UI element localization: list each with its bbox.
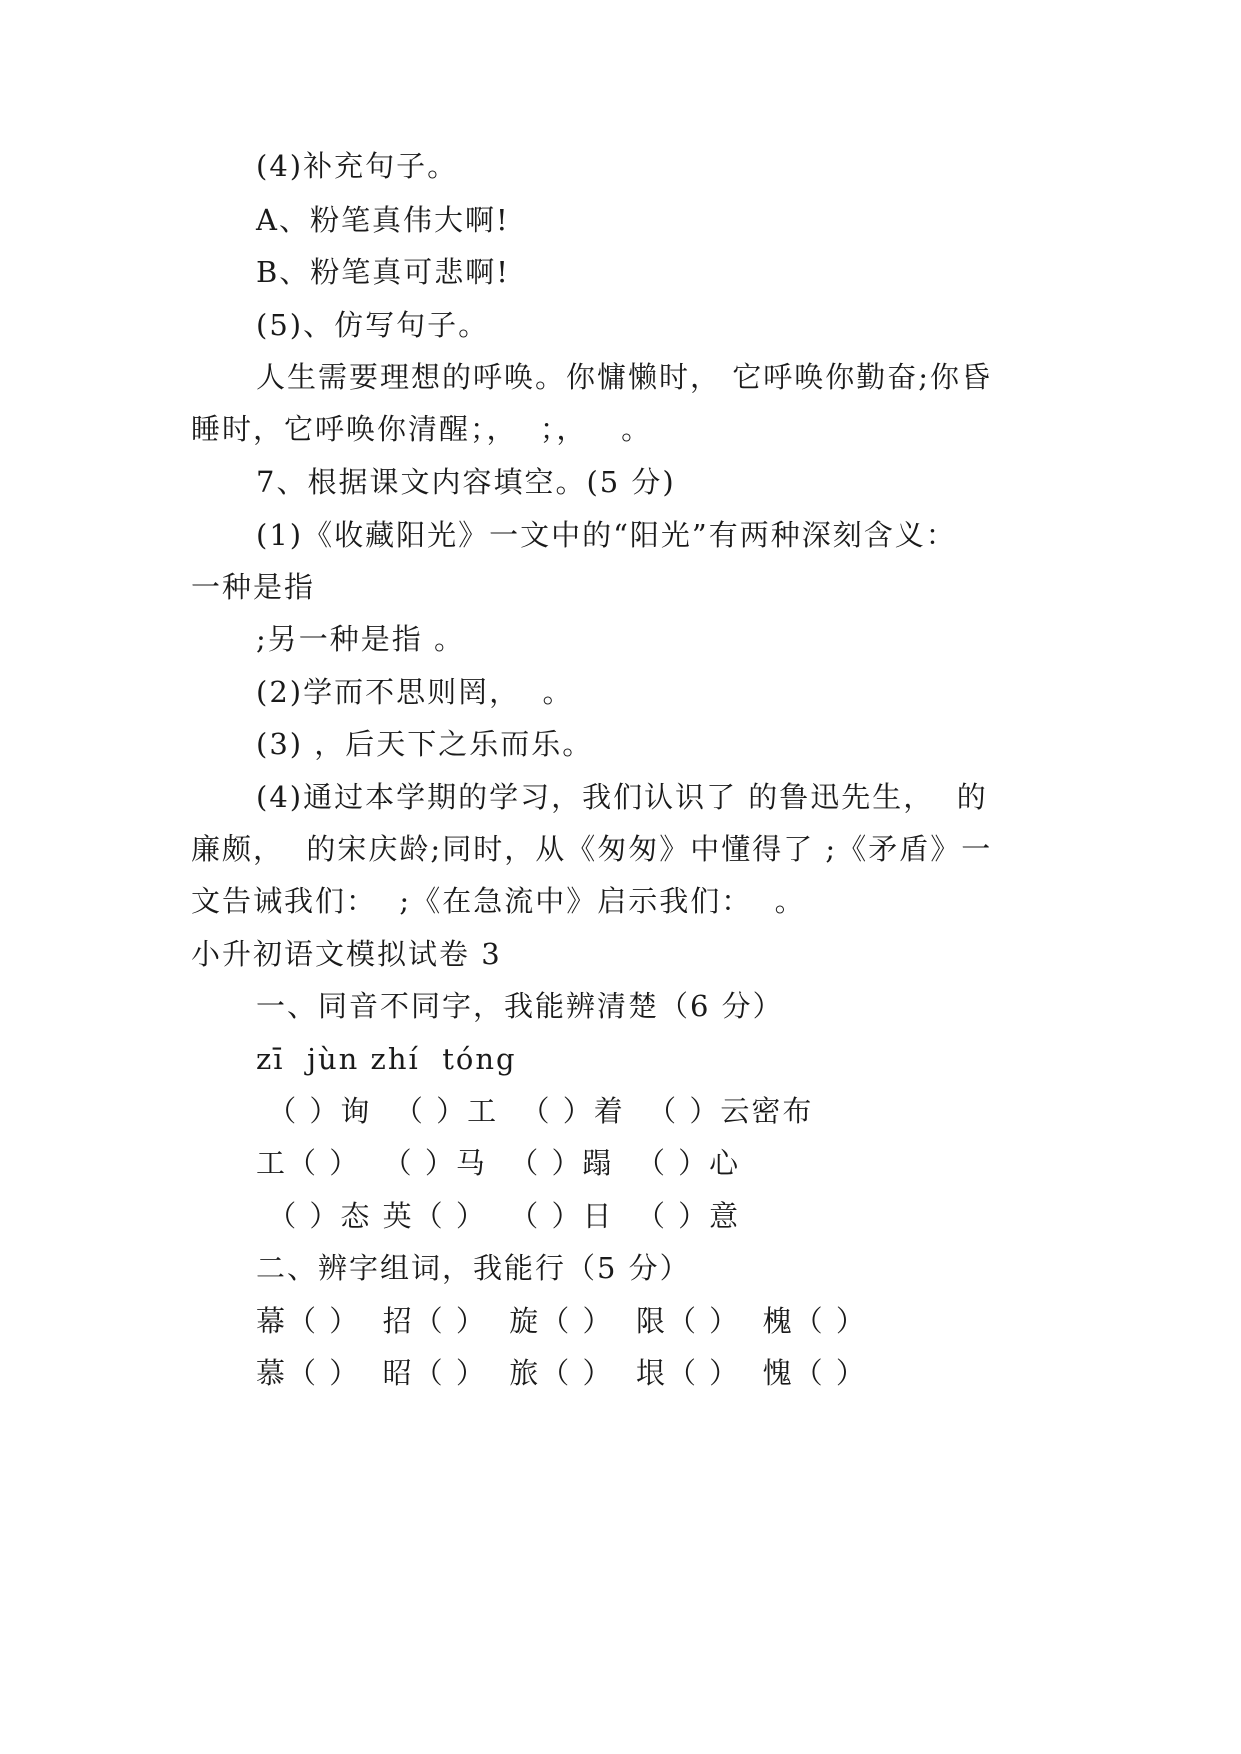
text-line-q7-1a: (1)《收藏阳光》一文中的“阳光”有两种深刻含义： [256, 518, 957, 552]
pinyin-line: zī jùn zhí tóng [256, 1042, 517, 1076]
text-line-q7-4b: 廉颇， 的宋庆龄;同时，从《匆匆》中懂得了 ;《矛盾》一 [191, 832, 993, 866]
fill-blank-row-2: 工（ ） （ ）马 （ ）蹋 （ ）心 [256, 1146, 741, 1180]
text-line-imitation-1: 人生需要理想的呼唤。你慵懒时， 它呼唤你勤奋;你昏 [256, 360, 992, 394]
section-title: 小升初语文模拟试卷 3 [191, 937, 502, 971]
text-line-q7-4a: (4)通过本学期的学习，我们认识了 的鲁迅先生， 的 [256, 780, 988, 814]
part-1-heading: 一、同音不同字，我能辨清楚（6 分） [256, 989, 784, 1023]
word-group-row-1: 幕（ ） 招（ ） 旋（ ） 限（ ） 槐（ ） [256, 1304, 867, 1338]
word-group-row-2: 慕（ ） 昭（ ） 旅（ ） 垠（ ） 愧（ ） [256, 1356, 867, 1390]
text-line-option-b: B、粉笔真可悲啊! [256, 255, 510, 289]
text-line-q7-4c: 文告诫我们： ;《在急流中》启示我们： 。 [191, 884, 806, 918]
fill-blank-row-1: （ ）询 （ ）工 （ ）着 （ ）云密布 [256, 1094, 814, 1128]
part-2-heading: 二、辨字组词，我能行（5 分） [256, 1251, 691, 1285]
text-line-imitation-2: 睡时，它呼唤你清醒；， ；， 。 [191, 412, 653, 446]
question-7-heading: 7、根据课文内容填空。(5 分) [256, 465, 676, 499]
fill-blank-row-3: （ ）态 英（ ） （ ）日 （ ）意 [256, 1199, 741, 1233]
text-line-q7-1c: ;另一种是指 。 [256, 622, 465, 656]
text-line-q7-3: (3) ，后天下之乐而乐。 [256, 727, 594, 761]
text-line-sub-4: (4)补充句子。 [256, 149, 459, 183]
text-line-q7-2: (2)学而不思则罔， 。 [256, 675, 574, 709]
text-line-q7-1b: 一种是指 [191, 570, 316, 604]
text-line-option-a: A、粉笔真伟大啊! [256, 203, 510, 237]
text-line-sub-5: (5)、仿写句子。 [256, 308, 490, 342]
